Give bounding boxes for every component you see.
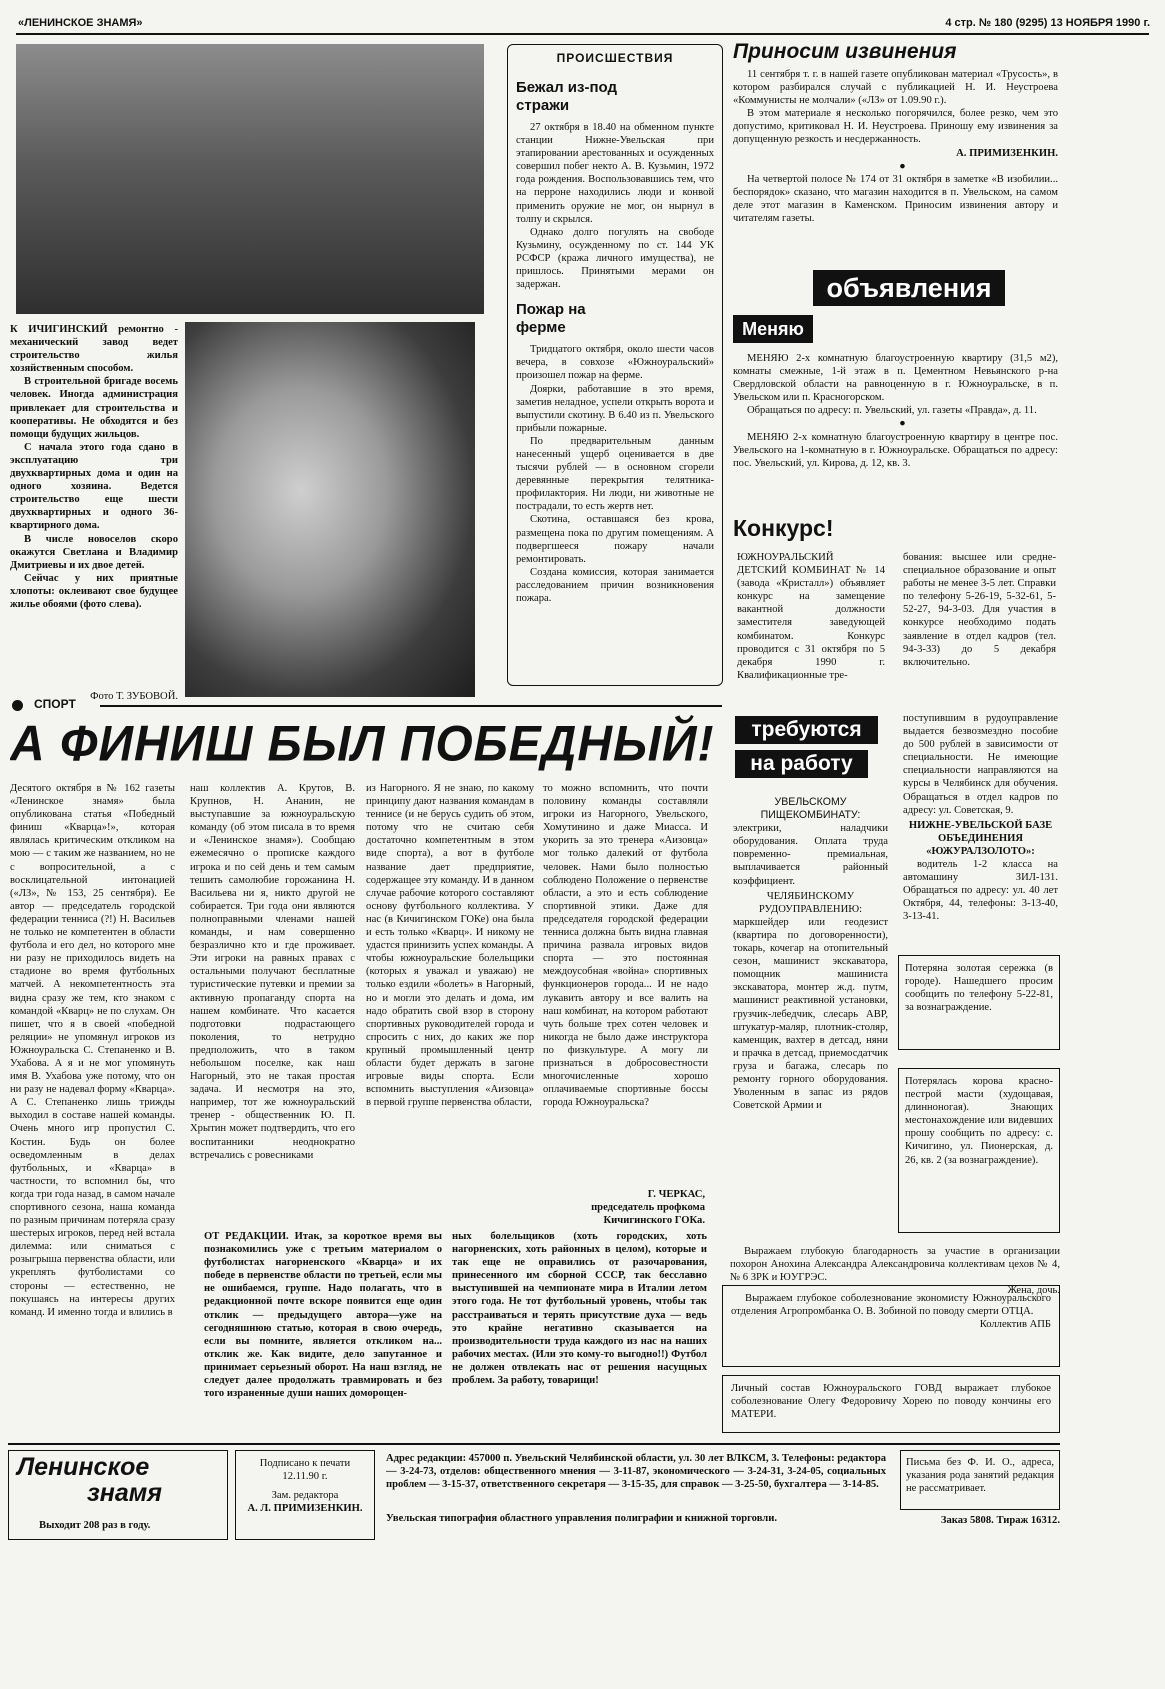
sport-rubric: СПОРТ [34,697,76,711]
condolence-1-signature: Коллектив АПБ [979,1319,1051,1331]
editorial-note-1: ОТ РЕДАКЦИИ. Итак, за короткое время вы познакомились уже с третьим материалом о футболистах нагорненского «Кварца» и их победе в первенстве области по третьей, если мы не ошибаемся, группе. Надо полагать, что в редакционной почте вскоре появится еще один отклик — предыдущего автора—уже на сегодняшнюю статью, которая в свою очередь, если вы помните, является откликом на... отклик же. Как видите, дело запутанное и принимает серьезный оборот. На наш взгляд, не следует далее продолжать травмировать и без того израненные души наших доморощен- [204,1231,442,1400]
incidents-box [507,44,723,686]
exchange-ad-1: МЕНЯЮ 2-х комнатную благоустроенную квартиру (31,5 м2), комнаты смежные, 1-й этаж в п. Цементном Невьянского р-на Свердловской области на равноценную в г. Южноуральске, в п. Увельском или п. Красногорском. [733,353,1058,404]
fire-paragraph: По предварительным данным нанесенный ущерб оценивается в две тысячи рублей — в основном сгорели деревянные перекрытия телятника-профилактория. Ни люди, ни животные не пострадали, то есть жертв нет. [516,435,714,513]
fire-paragraph: Доярки, работавшие в это время, заметив неладное, успели открыть ворота и выпустили скотину. В 6.40 из п. Увельского прибыли пожарные. [516,383,714,434]
footer-address: Адрес редакции: 457000 п. Увельский Челябинской области, ул. 30 лет ВЛКСМ, 3. Телефоны: редактора — 3-24-73, отделов: общественного мнения — 3-11-87, экономического — 3-24-31, 3-24-05, социальных проблем — 3-15-37, ответственного секретаря — 3-15-35, для справок — 3-25-50, бухгалтера — 3-14-85. [386,1453,886,1491]
ads-banner: объявления [813,270,1005,306]
sport-signature-role: председатель профкома Кичигинского ГОКа. [591,1202,705,1227]
masthead-rule [16,33,1149,35]
photo-story-paragraph: В числе новоселов скоро окажутся Светлана и Владимир Дмитриевы и их двое детей. [10,533,178,571]
condolence-1-text: Выражаем глубокое соболезнование экономисту Южноуральского отделения Агропромбанка О. В. Зобиной по поводу смерти ОТЦА. [731,1293,1051,1318]
photo-new-residents [185,322,475,697]
escape-paragraph: Однако долго погулять на свободе Кузьмину, осужденному по ст. 144 УК РСФСР (кража личного имущества), не пришлось. Принятыми мерами он задержан. [516,226,714,291]
apology-title: Приносим извинения [733,40,957,63]
fire-paragraph: Создана комиссия, которая занимается расследованием причин возникновения пожара. [516,566,714,604]
footer-deputy-name: А. Л. ПРИМИЗЕНКИН. [247,1503,363,1515]
fire-paragraph: Тридцатого октября, около шести часов вечера, в совхозе «Южноуральский» произошел пожар на ферме. [516,344,714,382]
apology-paragraph: В этом материале я несколько погорячился, более резко, чем это допустимо, критиковал Н. И. Неустроева. Приношу ему извинения за допущенную резкость и несдержанность. [733,108,1058,146]
ore-text: маркшейдер или геодезист (квартира по договоренности), токарь, кочегар на отопительный сезон, машинист экскаватора, помощник машиниста экскаватора, монтер ж.д. путм, машинист реактивной установки, грузчик-лебедчик, слесарь АВР, штукатур-маляр, плотник-столяр, каменщик, вахтер в детсад, няни и прачка в детсад, приемосдатчик груза и багажа, слесарь по ремонту горного оборудования. Уволенным в запас из рядов Советской Армии и [733,916,888,1112]
apology-paragraph: 11 сентября т. г. в нашей газете опубликован материал «Трусость», в котором разбирался случай с публикацией Н. И. Неустроева «Коммунисты не молчали» («ЛЗ» от 1.09.90 г.). [733,69,1058,107]
escape-title: Бежал из-под стражи [516,79,618,114]
base-header: НИЖНЕ-УВЕЛЬСКОЙ БАЗЕ ОБЪЕДИНЕНИЯ «ЮЖУРАЛЗОЛОТО»: [908,819,1053,857]
masthead-paper-name: «ЛЕНИНСКОЕ ЗНАМЯ» [18,17,143,29]
sport-column-4: то можно вспомнить, что почти половину команды составляли игроки из Нагорного, Увельского, Хомутинино и даже Миасса. И укорить за это тренера «Аизовца» мог только далекий от футбола человек. Нами было полностью соблюдено Положение о первенстве области, а это и есть соблюдение спортивной этики. Даже для председателя городской федерации тенниса должна быть видна главная причина развала игровых видов спорта — это постоянная междоусобная «война» спортивных функционеров города... И не надо лукавить авторy и все валить на наш комбинат, на котором работают чуть больше трех сотен человек и никогда не было даже инструктора по физкультуре. А могу ли признаться в добросовестности многочисленные хорошо оплачиваемые спортивные боссы города Южноуральска? [543,783,708,1109]
footer-frequency: Выходит 208 раз в году. [39,1520,151,1531]
apology-paragraph: На четвертой полосе № 174 от 31 октября в заметке «В изобилии... беспорядок» сказано, что магазин находится в п. Увельском, на самом деле этот магазин в Каменском. Приносим извинения автору и читателям газеты. [733,173,1058,225]
food-plant-header: УВЕЛЬСКОМУ ПИЩЕКОМБИНАТУ: [760,796,861,822]
contest-col-2: бования: высшее или средне-специальное образование и опыт работы не менее 3-5 лет. Справки по телефону 5-26-19, 5-32-61, 5-52-27, 94-3-03. Для участия в конкурсе необходимо подать заявление в отдел кадров (тел. 94-3-33) до 5 декабря включительно. [903,552,1056,668]
footer-rule [8,1443,1060,1445]
base-text: водитель 1-2 класса на автомашину ЗИЛ-131. Обращаться по адресу: ул. 40 лет Октября, 44, телефоны: 3-13-40, 3-13-41. [903,859,1058,923]
jobs-text-right [903,712,1058,947]
footer-signed-box [235,1450,375,1540]
exchange-divider-dot: ● [899,418,906,430]
masthead-page-info: 4 стр. № 180 (9295) 13 НОЯБРЯ 1990 г. [945,17,1150,29]
footer-logo-line-2: знамя [87,1479,162,1507]
photo-story-text [10,323,178,688]
exchange-header: Меняю [733,315,813,343]
editorial-note-2: ных болельщиков (хоть городских, хоть нагорненских, хоть районных в целом), которые и так еще не оправились от разочарования, принесенного им сборной СССР, так бесславно выступившей на чемпионате мира в Италии летом этого года. Не тот футбольный уровень, чтобы так расстраиваться и терять присутствие духа — ведь это крайне негативно сказывается на производительности труда каждого из нас на наших рабочих местах. (Или это кому-то выгодно!!) Футбол не должен отвлекать нас от решения насущных проблем. За работу, товарищи! [452,1231,707,1387]
ore-header: ЧЕЛЯБИНСКОМУ РУДОУПРАВЛЕНИЮ: [758,890,863,915]
footer-order: Заказ 5808. Тираж 16312. [940,1515,1060,1526]
sport-column-2: наш коллектив А. Крутов, В. Крупнов, Н. Ананин, не выступавшие за южноуральскую команду (об этом писала в то время и «Ленинское знамя»). Сообщаю ежемесячно о прописке каждого игрока и по сей день и тем самым тешить самолюбие горожанина Н. Васильева ни я, никто другой не собирается. Три года они являются полноправными членами нашей команды, и нам совершенно безразлично кто и где проживает. Эти игроки на равных правах с остальными получают бесплатные туристические путевки и премии за активную пропаганду спорта на нашем комбинате. Что касается подготовки подрастающего поколения, то нетрудно предположить, что в таком небольшом поселке, как наш Нагорный, это не такая простая задача. И несмотря на это, например, тот же южноуральский тренер - общественник Ю. П. Хрытин может подтвердить, что его воспитанники неоднократно встречались с ровесниками [190,783,355,1161]
sport-column-1: Десятого октября в № 162 газеты «Ленинское знамя» была опубликована статья «Победный финиш «Кварца»!», которая являлась критическим откликом на мою — с таким же названием, но не с вопросительной, а с восклицательной интонацией («ЛЗ», № 153, 25 сентября). Ее автор — председатель городской федерации тенниса (?!) Н. Васильев не только не компетентен в области футбола и его дел, но которого мне ни разу не приходилось видеть на стадионе во время футбольных матчей. А некомпетентность эта видна сразу же тем, кто знаком с командой «Кварц» не по слухам. Он пишет, что я в своей «победной реляции» не упомянул игроков из Южноуральска С. Степаненко и В. Ухабова. А я и не мог упомянуть имя В. Ухабова уже потому, что он ни разу не надевал форму «Кварца». А С. Степаненко лишь трижды выходил в составе нашей команды. Очень много игр пропустил С. Костин. Будь он более осведомленным в делах футбольных, и «Кварца» в частности, то вспомнил бы, что когда три года назад, в самом начале спортивного сезона, наша команда по разным причинам потеряла сразу шестерых игроков, перед ней встала дилемма: или сниматься с розыгрыша первенства области, или укреплять футболистами со стороны — естественно, не покушаясь на интересы других команд. И именно тогда и влились в [10,783,175,1318]
photo-story-paragraph: В строительной бригаде восемь человек. Иногда администрация привлекает для строительства и кооперативы. Не обходятся и без помощи будущих жильцов. [10,376,178,440]
jobs-banner-1: требуются [735,716,878,744]
footer-logo-line-1: Ленинское [17,1453,150,1481]
jobs-banner-2: на работу [735,750,868,778]
fire-title: Пожар на ферме [516,301,586,337]
photo-credit: Фото Т. ЗУБОВОЙ. [90,691,178,702]
sport-headline: А ФИНИШ БЫЛ ПОБЕДНЫЙ! [10,716,715,773]
apology-text [733,68,1058,225]
apology-divider-dot: ● [899,160,906,172]
lost-earring-box: Потеряна золотая сережка (в городе). Нашедшего просим сообщить по телефону 5-22-81, за вознаграждение. [898,955,1060,1050]
condolence-box-2: Личный состав Южноуральского ГОВД выражает глубокое соболезнование Олегу Федоровичу Хорею по поводу кончины его МАТЕРИ. [722,1375,1060,1433]
food-plant-text: электрики, наладчики оборудования. Оплата труда повременно- премиальная, выплачивается районный коэффициент. [733,823,888,887]
jobs-lead-text: поступившим в рудоуправление выдается безвозмездно пособие до 500 рублей в зависимости от специальности. Не имеющие специальности направляются на курсы в Челябинск для обучения. Обращаться в отдел кадров по адресу: ул. Советская, 9. [903,713,1058,816]
sport-column-3: из Нагорного. Я не знаю, по какому принципу дают названия командам в теннисе (и не берусь судить об этом, потому что не считаю себя достаточно компетентным в этом виде спорта), а вот в футболе название дает предприятие, содержащее эту команду. И в данном случае рабочие которого составляют основу футбольного коллектива. У нас (в Кичигинском ГОКе) она была и есть только «Кварц». И никому не удастся принизить успех команды. А чтобы южноуральские болельщики (которых я уважал и уважаю) не только ездили «болеть» в Нагорный, но и могли это делать и дома, им надо обратить свой взор в сторону спортивных руководителей города и спросить с них, до каких же пор крупный промышленный центр области будет держать в загоне игровые виды спорта. Если вспомнить выступления «Аизовца» в первой группе первенства области, [366,783,534,1109]
condolence-box-1 [722,1285,1060,1367]
exchange-ad-2: МЕНЯЮ 2-х комнатную благоустроенную квартиру в центре пос. Увельского на 1-комнатную в г. Южноуральске. Обращаться по адресу: пос. Увельский, ул. Кирова, д. 12, кв. 3. [733,431,1058,469]
photo-construction [16,44,484,314]
lost-cow-box: Потерялась корова красно-пестрой масти (худощавая, длинноногая). Знающих местонахождение или видевших прошу сообщить по адресу: с. Кичигино, ул. Пионерская, д. 26, кв. 2 (за вознаграждение). [898,1068,1060,1233]
contest-col-1: ЮЖНОУРАЛЬСКИЙ ДЕТСКИЙ КОМБИНАТ № 14 (завода «Кристалл») объявляет конкурс на замещение вакантной должности заместителя заведующей комбинатом. Конкурс проводится с 31 октября по 5 декабря 1990 г. Квалификационные тре- [737,552,885,681]
incidents-rubric: ПРОИСШЕСТВИЯ [556,51,674,65]
footer-printer: Увельская типография областного управления полиграфии и книжной торговли. [386,1513,777,1524]
thanks-signature: Жена, дочь. [1007,1285,1060,1297]
sport-signature: Г. ЧЕРКАС, [647,1189,705,1200]
sport-rubric-bullet [12,700,23,711]
fire-paragraph: Скотина, оставшаяся без крова, размещена пока по другим помещениям. А подвергшееся пожару начали ремонтировать. [516,514,714,565]
footer-signed-date: 12.11.90 г. [282,1471,328,1483]
photo-story-paragraph: К ИЧИГИНСКИЙ ремонтно - механический завод ведет строительство жилья хозяйственным способом. [10,324,178,375]
footer-signed-label: Подписано к печати [259,1458,351,1469]
photo-story-paragraph: Сейчас у них приятные хлопоты: оклеивают свое будущее жилье обоями (фото слева). [10,572,178,610]
jobs-text-left [733,796,888,1236]
apology-signature: А. ПРИМИЗЕНКИН. [956,147,1058,159]
contest-title: Конкурс! [733,515,834,541]
exchange-ads [733,352,1058,470]
sport-rubric-rule [100,705,722,707]
footer-logo-box [8,1450,228,1540]
footer-deputy-label: Зам. редактора [271,1490,339,1502]
escape-paragraph: 27 октября в 18.40 на обменном пункте станции Нижне-Увельская при этапировании арестованных и осужденных совершил побег некто А. В. Кузьмин, 1972 года рождения. Воспользовавшись тем, что на перроне находились люди и конвой применить оружие не мог, он нырнул в толпу и скрылся. [516,122,714,225]
thanks-text: Выражаем глубокую благодарность за участие в организации похорон Анохина Александра Александровича коллективам цехов № 4, № 6 ЗРК и ЮУГРЭС. [730,1246,1060,1284]
photo-story-paragraph: С начала этого года сдано в эксплуатацию три двухквартирных дома и один на одного хозяина. Ведется строительство еще шести двухквартирных и одного 36-квартирного дома. [10,441,178,532]
exchange-ad-1-address: Обращаться по адресу: п. Увельский, ул. газеты «Правда», д. 11. [747,405,1037,417]
footer-letters-note: Письма без Ф. И. О., адреса, указания рода занятий редакция не рассматривает. [900,1450,1060,1510]
